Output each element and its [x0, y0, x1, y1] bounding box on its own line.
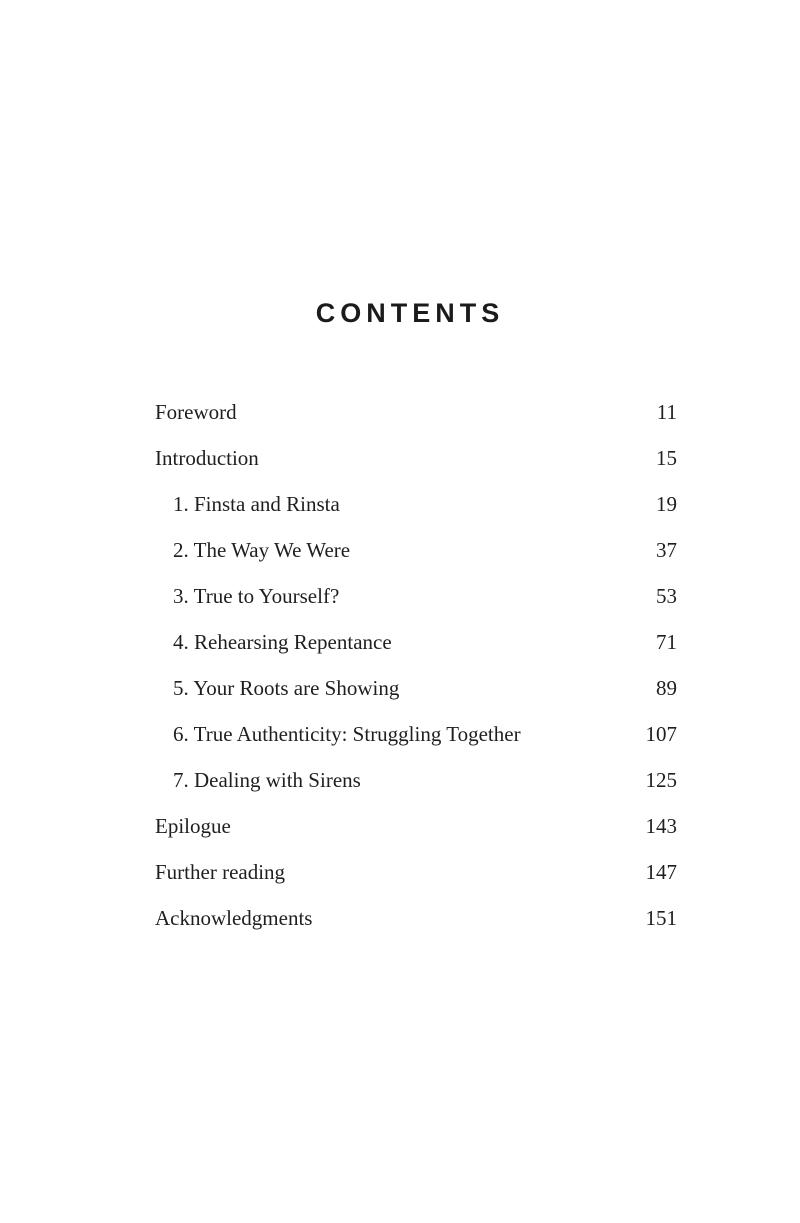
toc-entry-page: 107	[645, 722, 677, 746]
toc-entry[interactable]	[155, 530, 677, 576]
toc-entry[interactable]	[155, 852, 677, 898]
toc-entry-page: 11	[656, 400, 677, 424]
contents-list	[155, 392, 677, 944]
toc-entry-label: 5. Your Roots are Showing	[173, 676, 400, 700]
toc-entry-label: Acknowledgments	[155, 906, 313, 930]
toc-entry-label: Foreword	[155, 400, 237, 424]
toc-entry[interactable]	[155, 438, 677, 484]
toc-entry-page: 15	[656, 446, 677, 470]
toc-entry-label: Further reading	[155, 860, 286, 884]
toc-entry[interactable]	[155, 668, 677, 714]
toc-entry-page: 19	[656, 492, 677, 516]
toc-entry-label: 6. True Authenticity: Struggling Together	[173, 722, 521, 746]
toc-entry-page: 125	[645, 768, 677, 792]
toc-entry-page: 71	[656, 630, 677, 654]
toc-entry-page: 89	[656, 676, 677, 700]
toc-entry[interactable]	[155, 576, 677, 622]
toc-entry-label: 3. True to Yourself?	[173, 584, 340, 608]
toc-entry-page: 151	[645, 906, 677, 930]
toc-entry[interactable]	[155, 392, 677, 438]
toc-entry[interactable]	[155, 760, 677, 806]
toc-entry-label: 1. Finsta and Rinsta	[173, 492, 340, 516]
toc-entry[interactable]	[155, 714, 677, 760]
toc-entry[interactable]	[155, 898, 677, 944]
toc-entry-label: 4. Rehearsing Repentance	[173, 630, 392, 654]
toc-entry-label: Epilogue	[155, 814, 231, 838]
toc-entry-label: 2. The Way We Were	[173, 538, 351, 562]
contents-heading: CONTENTS	[315, 298, 505, 328]
toc-entry[interactable]	[155, 806, 677, 852]
toc-entry-page: 147	[645, 860, 677, 884]
toc-entry-page: 53	[656, 584, 677, 608]
toc-entry[interactable]	[155, 484, 677, 530]
toc-entry-page: 37	[656, 538, 677, 562]
toc-entry[interactable]	[155, 622, 677, 668]
toc-entry-page: 143	[645, 814, 677, 838]
toc-entry-label: 7. Dealing with Sirens	[173, 768, 361, 792]
toc-entry-label: Introduction	[155, 446, 259, 470]
